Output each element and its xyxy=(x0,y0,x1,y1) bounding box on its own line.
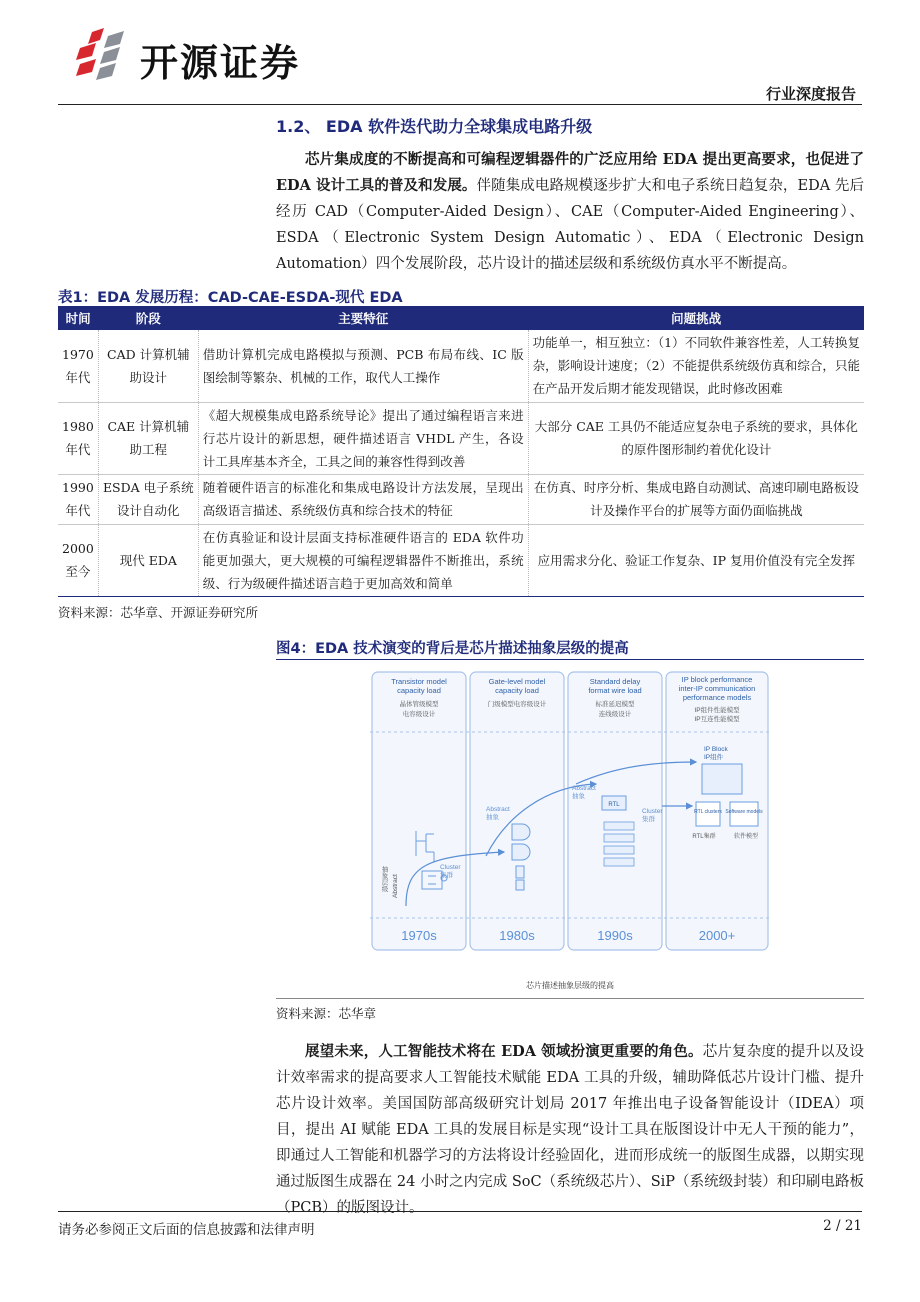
abstraction-figure xyxy=(366,666,774,996)
col3-cn2: 连线级设计 xyxy=(598,711,632,718)
intro-bold: 芯片集成度的不断提高和可编程逻辑器件的广泛应用给 EDA 提出更高要求，也促进了 EDA 设计工具的普及和发展。 xyxy=(276,151,864,194)
col1-en1: Transistor model xyxy=(391,677,447,686)
figure-top-rule xyxy=(276,659,864,660)
outlook-paragraph xyxy=(276,1039,864,1221)
figure-source: 资料来源：芯华章 xyxy=(276,1006,377,1021)
outlook-text: 芯片复杂度的提升以及设计效率需求的提高要求人工智能技术赋能 EDA 工具的升级，辅助降低芯片设计门槛、提升芯片设计效率。美国国防部高级研究计划局 2017 年推出电子设备智能设计（IDEA）项目，提出 AI 赋能 EDA 工具的发展目标是实现“设计工具在版图设计中无人干预的能力”，即通过人工智能和机器学习的方法将设计经验固化，进而形成统一的版图生成器，以期实现通过版图生成器在 24 小时之内完成 SoC（系统级芯片）、SiP（系统级封装）和印刷电路板（PCB）的版图设计。 xyxy=(276,1044,864,1216)
abstract-label-2: Abstract xyxy=(572,785,596,792)
ip-block-label: IP Block xyxy=(704,746,728,753)
table-row xyxy=(58,330,864,402)
software-models-label: Software models xyxy=(725,809,763,815)
era-1970s: 1970s xyxy=(401,928,437,943)
page-number: 2 / 21 xyxy=(823,1218,862,1234)
cluster-label-1: Cluster xyxy=(440,864,461,871)
axis-label-en: Abstract xyxy=(392,874,399,898)
ip-block-cn: IP组件 xyxy=(704,754,724,761)
figure-title: 图4：EDA 技术演变的背后是芯片描述抽象层级的提高 xyxy=(276,641,629,657)
cell-challenge: 在仿真、时序分析、集成电路自动测试、高速印刷电路板设计及操作平台的扩展等方面仍面临挑战 xyxy=(528,474,864,524)
intro-paragraph xyxy=(276,147,864,277)
eda-history-table xyxy=(58,306,864,597)
company-logo xyxy=(74,26,344,86)
cell-feature: 借助计算机完成电路模拟与预测、PCB 布局布线、IC 版图绘制等繁杂、机械的工作，取代人工操作 xyxy=(198,330,528,402)
cell-time: 2000 至今 xyxy=(58,524,98,596)
table-row xyxy=(58,402,864,474)
intro-text: 伴随集成电路规模逐步扩大和电子系统日趋复杂，EDA 先后经历 CAD（Computer-Aided Design）、CAE（Computer-Aided Engineering）、ESDA（Electronic System Design Automatic）、EDA（Electronic Design Automation）四个发展阶段，芯片设计的描述层级和系统级仿真水平不断提高。 xyxy=(276,178,864,272)
abstract-label-1: Abstract xyxy=(486,806,510,813)
col1-cn2: 电容级设计 xyxy=(402,711,436,718)
cell-stage: CAD 计算机辅助设计 xyxy=(98,330,198,402)
cell-challenge: 功能单一，相互独立：（1）不同软件兼容性差，人工转换复杂，影响设计速度；（2）不能提供系统级仿真和综合，只能在产品开发后期才能发现错误，此时修改困难 xyxy=(528,330,864,402)
cell-time: 1980 年代 xyxy=(58,402,98,474)
cell-feature: 随着硬件语言的标准化和集成电路设计方法发展，呈现出高级语言描述、系统级仿真和综合技术的特征 xyxy=(198,474,528,524)
table-row xyxy=(58,474,864,524)
logo-text: 开源证券 xyxy=(140,41,301,85)
axis-label-cn: 抽象层级 xyxy=(380,866,388,892)
table-header-row xyxy=(58,306,864,330)
col1-cn1: 晶体管级模型 xyxy=(399,701,439,708)
outlook-bold: 展望未来，人工智能技术将在 EDA 领域扮演更重要的角色。 xyxy=(305,1043,703,1060)
cell-stage: CAE 计算机辅助工程 xyxy=(98,402,198,474)
col2-cn1: 门级模型电容级设计 xyxy=(487,701,547,708)
col4-en1: IP block performance xyxy=(681,675,753,684)
footer-divider xyxy=(58,1211,862,1212)
footer-disclaimer: 请务必参阅正文后面的信息披露和法律声明 xyxy=(58,1222,315,1238)
col3-en1: Standard delay xyxy=(589,677,641,686)
col3-en2: format wire load xyxy=(588,686,642,695)
era-1980s: 1980s xyxy=(499,928,535,943)
cluster-label-1-cn: 集群 xyxy=(440,872,453,879)
cell-challenge: 应用需求分化、验证工作复杂、IP 复用价值没有完全发挥 xyxy=(528,524,864,596)
software-cn-label: 软件模型 xyxy=(733,834,759,840)
figure-bottom-rule xyxy=(276,998,864,999)
col4-cn1: IP组件性能模型 xyxy=(694,707,740,714)
report-type: 行业深度报告 xyxy=(765,85,856,103)
header-challenge: 问题挑战 xyxy=(528,306,864,330)
col4-en3: performance models xyxy=(682,693,752,702)
col3-cn1: 标准延迟模型 xyxy=(595,701,635,708)
table-source: 资料来源：芯华章、开源证券研究所 xyxy=(58,605,259,620)
era-2000s: 2000+ xyxy=(698,928,736,943)
figure-caption: 芯片描述抽象层级的提高 xyxy=(526,981,614,990)
abstract-label-2-cn: 抽象 xyxy=(572,793,585,800)
section-title: 1.2、 EDA 软件迭代助力全球集成电路升级 xyxy=(276,117,593,136)
header-stage: 阶段 xyxy=(98,306,198,330)
era-1990s: 1990s xyxy=(597,928,633,943)
col4-cn2: IP互连性能模型 xyxy=(694,716,740,723)
cell-challenge: 大部分 CAE 工具仍不能适应复杂电子系统的要求，具体化的原件图形制约着优化设计 xyxy=(528,402,864,474)
rtl-clusters-label: RTL clusters xyxy=(694,809,722,815)
ip-block-chip xyxy=(702,764,742,794)
abstract-label-1-cn: 抽象 xyxy=(486,814,499,821)
cell-feature: 在仿真验证和设计层面支持标准硬件语言的 EDA 软件功能更加强大，更大规模的可编程逻辑器件不断推出，系统级、行为级硬件描述语言趋于更加高效和简单 xyxy=(198,524,528,596)
rtl-cn-label: RTL集群 xyxy=(692,834,716,840)
cell-time: 1990 年代 xyxy=(58,474,98,524)
cell-time: 1970 年代 xyxy=(58,330,98,402)
cell-stage: 现代 EDA xyxy=(98,524,198,596)
header-time: 时间 xyxy=(58,306,98,330)
header-divider xyxy=(58,104,862,105)
cluster-label-2: Cluster xyxy=(642,808,663,815)
header-feature: 主要特征 xyxy=(198,306,528,330)
table-title: 表1：EDA 发展历程：CAD-CAE-ESDA-现代 EDA xyxy=(58,290,403,306)
col2-en1: Gate-level model xyxy=(488,677,546,686)
rtl-label: RTL xyxy=(608,802,620,808)
cell-feature: 《超大规模集成电路系统导论》提出了通过编程语言来进行芯片设计的新思想，硬件描述语言 VHDL 产生，各设计工具库基本齐全，工具之间的兼容性得到改善 xyxy=(198,402,528,474)
panel-1980s xyxy=(470,672,564,950)
table-row xyxy=(58,524,864,596)
col1-en2: capacity load xyxy=(397,686,441,695)
cluster-label-2-cn: 集群 xyxy=(642,816,655,823)
logo-mark-icon xyxy=(74,26,134,86)
col4-en2: inter-IP communication xyxy=(678,684,756,693)
col2-en2: capacity load xyxy=(495,686,539,695)
cell-stage: ESDA 电子系统设计自动化 xyxy=(98,474,198,524)
